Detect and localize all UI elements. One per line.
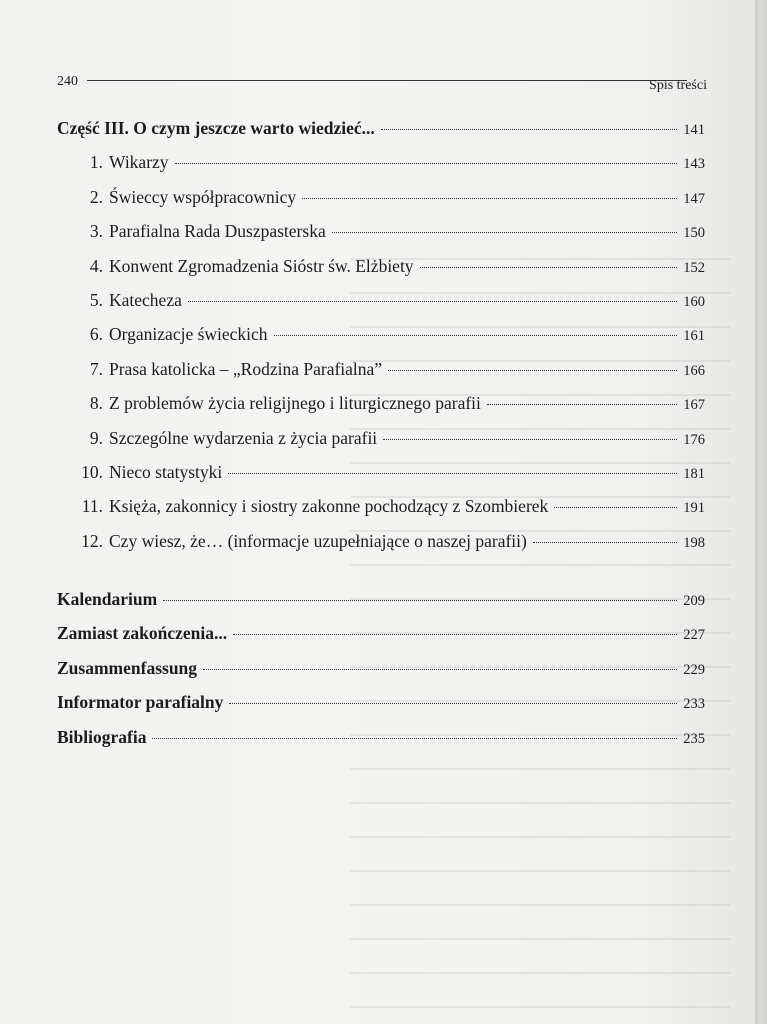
dot-leader xyxy=(420,267,678,268)
toc-page-number: 233 xyxy=(683,696,705,713)
toc-page-number: 227 xyxy=(683,627,705,644)
dot-leader xyxy=(163,600,677,601)
toc-item-number: 3. xyxy=(89,221,103,242)
toc-item-number: 9. xyxy=(89,427,103,448)
dot-leader xyxy=(332,232,678,233)
toc-part-title: Część III. O czym jeszcze warto wiedzieć... xyxy=(57,118,375,138)
toc-page-number: 160 xyxy=(683,293,705,310)
toc-item-number: 10. xyxy=(81,461,103,482)
toc-section-title: Zamiast zakończenia... xyxy=(57,623,228,644)
toc-item-title: Prasa katolicka – „Rodzina Parafialna” xyxy=(109,358,383,379)
toc-item-number: 11. xyxy=(81,496,103,517)
dot-leader xyxy=(533,542,677,543)
page-edge xyxy=(755,0,767,1024)
dot-leader xyxy=(383,439,677,440)
toc-item-title: Księża, zakonnicy i siostry zakonne pochodzący z Szombierek xyxy=(109,496,549,517)
toc-page-number: 141 xyxy=(683,122,705,138)
toc-item-number: 6. xyxy=(89,324,103,345)
toc-page-number: 209 xyxy=(683,593,705,610)
toc-item-title: Wikarzy xyxy=(109,152,169,173)
dot-leader xyxy=(381,129,677,130)
toc-section xyxy=(57,623,705,657)
toc-item-title: Świeccy współpracownicy xyxy=(109,186,297,207)
toc-page-number: 147 xyxy=(683,190,705,207)
toc-item-title: Parafialna Rada Duszpasterska xyxy=(109,221,326,242)
toc-section-title: Bibliografia xyxy=(57,726,147,747)
toc-section xyxy=(57,589,705,623)
toc-item-number: 8. xyxy=(89,393,103,414)
toc-page-number: 167 xyxy=(683,397,705,414)
toc-item xyxy=(57,152,705,186)
toc-section-title: Kalendarium xyxy=(57,589,158,610)
toc-page-number: 235 xyxy=(683,730,705,747)
toc-item xyxy=(57,462,705,496)
toc-item-number: 12. xyxy=(81,530,103,551)
toc-section xyxy=(57,727,705,761)
toc-item-number: 2. xyxy=(89,186,103,207)
section-gap xyxy=(57,565,705,589)
toc-page-number: 229 xyxy=(683,661,705,678)
toc-page-number: 191 xyxy=(683,500,705,517)
header-rule xyxy=(87,80,687,81)
toc-item-title: Katecheza xyxy=(109,289,182,310)
toc-item-title: Z problemów życia religijnego i liturgicznego parafii xyxy=(109,393,481,414)
dot-leader xyxy=(229,703,677,704)
toc-page-number: 161 xyxy=(683,328,705,345)
toc-item xyxy=(57,359,705,393)
toc-item xyxy=(57,187,705,221)
dot-leader xyxy=(388,370,677,371)
toc-item xyxy=(57,221,705,255)
toc-item-number: 5. xyxy=(89,289,103,310)
toc-section-title: Informator parafialny xyxy=(57,692,224,713)
toc-page-number: 166 xyxy=(683,362,705,379)
toc-page-number: 176 xyxy=(683,431,705,448)
toc-item-title: Szczególne wydarzenia z życia parafii xyxy=(109,427,378,448)
toc-section xyxy=(57,692,705,726)
dot-leader xyxy=(233,634,677,635)
dot-leader xyxy=(203,669,677,670)
dot-leader xyxy=(175,163,678,164)
toc-item xyxy=(57,290,705,324)
toc-item-number: 1. xyxy=(89,152,103,173)
toc-item-title: Organizacje świeckich xyxy=(109,324,268,345)
dot-leader xyxy=(152,738,677,739)
toc-page-number: 150 xyxy=(683,225,705,242)
toc-item xyxy=(57,531,705,565)
toc-page-number: 198 xyxy=(683,534,705,551)
dot-leader xyxy=(188,301,677,302)
toc-item xyxy=(57,496,705,530)
toc-item-number: 4. xyxy=(89,255,103,276)
dot-leader xyxy=(554,507,677,508)
toc-part-heading xyxy=(57,118,705,152)
page-header xyxy=(57,70,707,96)
running-title: Spis treści xyxy=(649,78,707,93)
toc-item xyxy=(57,393,705,427)
toc-item-title: Czy wiesz, że… (informacje uzupełniające o naszej parafii) xyxy=(109,530,527,551)
table-of-contents xyxy=(57,118,705,761)
toc-item xyxy=(57,256,705,290)
dot-leader xyxy=(487,404,677,405)
toc-page-number: 152 xyxy=(683,259,705,276)
toc-section-title: Zusammenfassung xyxy=(57,657,198,678)
toc-item-title: Konwent Zgromadzenia Sióstr św. Elżbiety xyxy=(109,255,414,276)
toc-page-number: 143 xyxy=(683,156,705,173)
toc-item xyxy=(57,428,705,462)
dot-leader xyxy=(228,473,677,474)
toc-section xyxy=(57,658,705,692)
page-number: 240 xyxy=(57,74,78,89)
dot-leader xyxy=(274,335,678,336)
toc-item-title: Nieco statystyki xyxy=(109,461,223,482)
toc-item-number: 7. xyxy=(89,358,103,379)
dot-leader xyxy=(302,198,677,199)
toc-item xyxy=(57,324,705,358)
toc-page-number: 181 xyxy=(683,465,705,482)
